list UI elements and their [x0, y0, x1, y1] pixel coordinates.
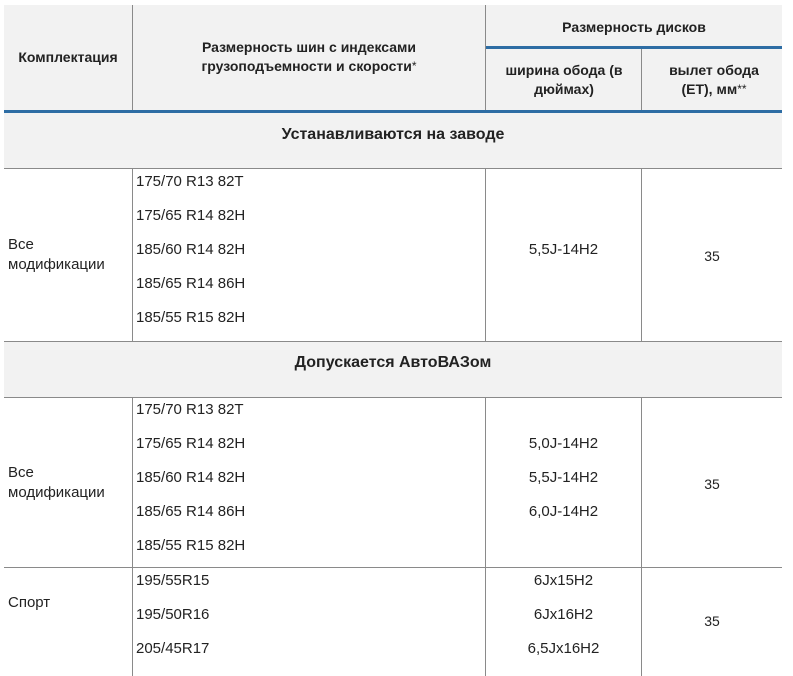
divider — [641, 398, 642, 676]
divider — [641, 47, 642, 111]
rim-width: 6,5Jx16H2 — [527, 640, 600, 657]
tire-size: 185/65 R14 86H — [136, 503, 246, 520]
tire-size: 185/60 R14 82H — [136, 469, 246, 486]
divider — [4, 168, 782, 169]
tire-size: 185/60 R14 82H — [136, 241, 246, 258]
rim-width: 6Jx15H2 — [533, 572, 594, 589]
offset-value: 35 — [704, 248, 720, 264]
rim-width: 5,5J-14H2 — [528, 241, 599, 258]
header-offset-label: вылет обода (ET), мм — [669, 62, 759, 97]
header-rim-width: ширина обода (в дюймах) — [505, 62, 623, 97]
header-subline — [486, 46, 782, 49]
header-tires — [154, 38, 464, 76]
section-title-factory: Устанавливаются на заводе — [281, 126, 505, 143]
tire-size: 195/55R15 — [136, 572, 210, 589]
header-tires-label: Размерность шин с индексами грузоподъемности и скорости — [201, 39, 416, 74]
header-offset-footnote-mark: ** — [737, 82, 747, 96]
header-wheels: Размерность дисков — [562, 19, 706, 35]
offset-value: 35 — [704, 613, 720, 629]
tire-specs-table — [4, 5, 782, 676]
rim-width: 6Jx16H2 — [533, 606, 594, 623]
equipment-cell: Все модификации — [8, 464, 105, 501]
rim-width: 5,0J-14H2 — [528, 435, 599, 452]
tire-size: 175/70 R13 82T — [136, 173, 244, 190]
tire-size: 175/65 R14 82H — [136, 207, 246, 224]
tire-size: 175/70 R13 82T — [136, 401, 244, 418]
divider — [132, 5, 133, 111]
divider — [4, 397, 782, 398]
header-tires-footnote-mark: * — [411, 59, 417, 73]
tire-size: 175/65 R14 82H — [136, 435, 246, 452]
tire-size: 195/50R16 — [136, 606, 210, 623]
equipment-cell: Все модификации — [8, 236, 105, 273]
tire-size: 185/65 R14 86H — [136, 275, 246, 292]
tire-size: 185/55 R15 82H — [136, 309, 246, 326]
section-title-approved: Допускается АвтоВАЗом — [294, 354, 492, 371]
tire-size: 185/55 R15 82H — [136, 537, 246, 554]
header-offset — [652, 61, 776, 99]
divider — [132, 169, 133, 341]
header-equipment: Комплектация — [18, 49, 118, 65]
divider — [132, 398, 133, 676]
divider — [4, 567, 782, 568]
tire-size: 205/45R17 — [136, 640, 210, 657]
offset-value: 35 — [704, 476, 720, 492]
rim-width: 6,0J-14H2 — [528, 503, 599, 520]
equipment-cell: Спорт — [8, 594, 51, 611]
rim-width: 5,5J-14H2 — [528, 469, 599, 486]
